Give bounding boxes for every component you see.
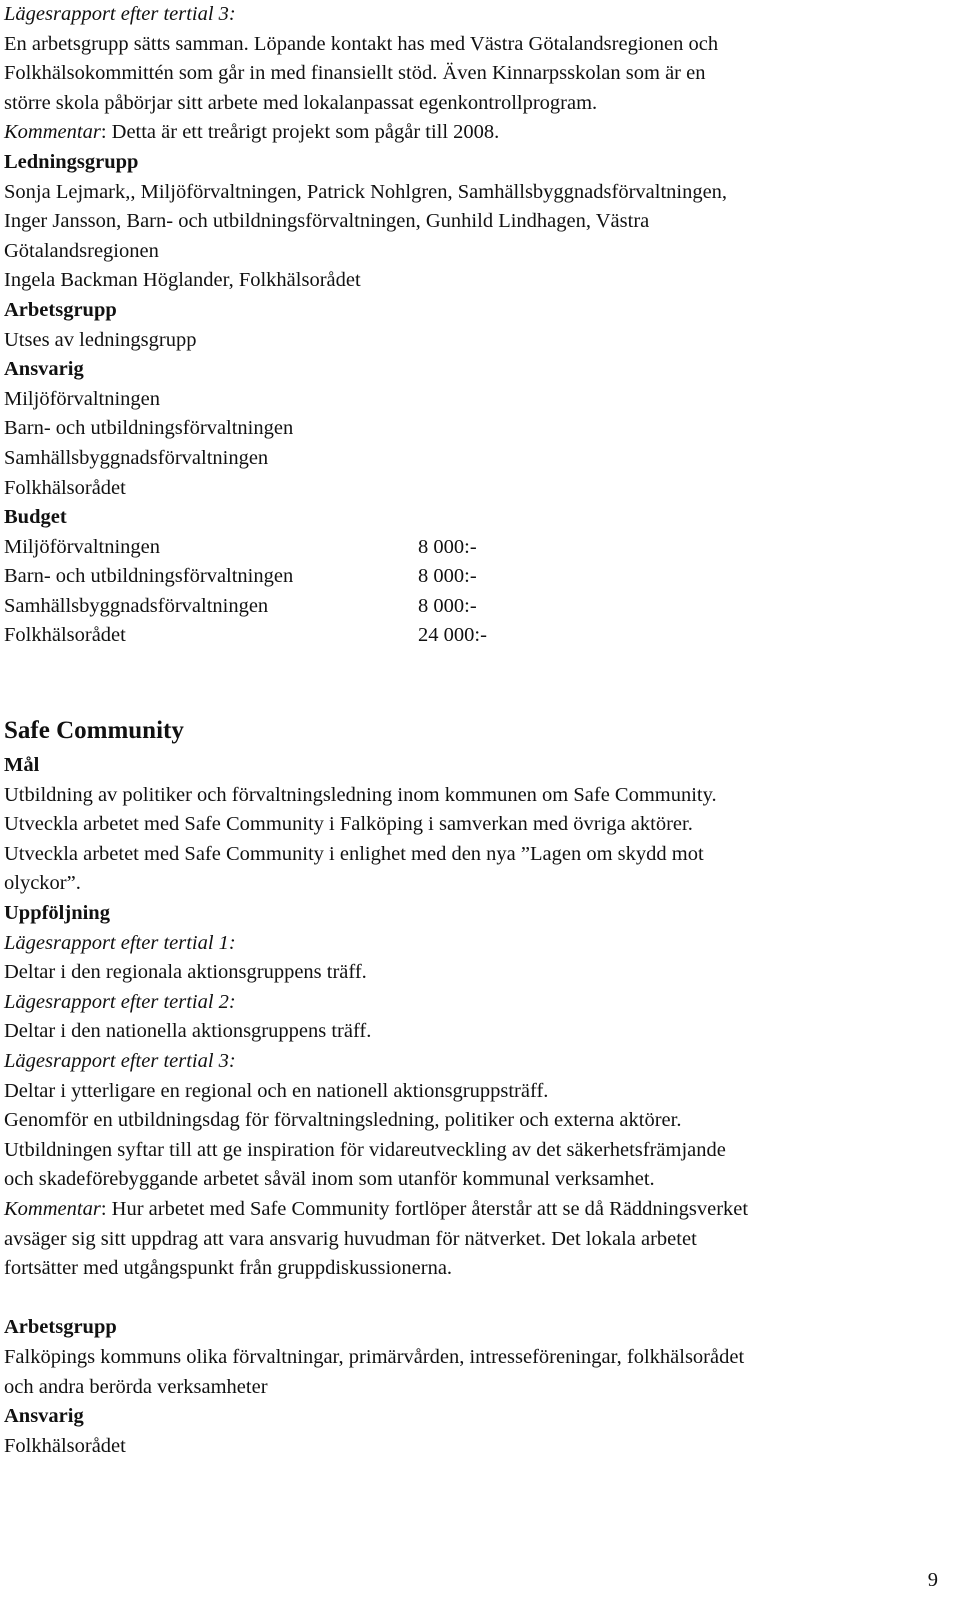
comment-line: avsäger sig sitt uppdrag att vara ansvarig huvudman för nätverket. Det lokala arbetet (4, 1227, 697, 1250)
page-number: 9 (927, 1569, 938, 1591)
report3-line: En arbetsgrupp sätts samman. Löpande kontakt has med Västra Götalandsregionen och (4, 32, 719, 55)
ansvarig-heading: Ansvarig (4, 358, 84, 381)
budget-item-name: Barn- och utbildningsförvaltningen (4, 565, 294, 588)
comment-line (4, 1195, 944, 1225)
ledningsgrupp-line: Inger Jansson, Barn- och utbildningsförvaltningen, Gunhild Lindhagen, Västra (4, 210, 650, 233)
report1-text: Deltar i den regionala aktionsgruppens träff. (4, 961, 367, 984)
budget-item-amount: 8 000:- (418, 594, 477, 617)
arbetsgrupp-heading: Arbetsgrupp (4, 298, 117, 321)
ansvarig-heading: Ansvarig (4, 1405, 84, 1428)
goal-line: olyckor”. (4, 872, 81, 895)
budget-row (4, 533, 944, 563)
ansvarig-line: Folkhälsorådet (4, 476, 126, 499)
ansvarig-line: Miljöförvaltningen (4, 387, 161, 410)
budget-item-name: Folkhälsorådet (4, 624, 126, 647)
report3-line: Folkhälsokommittén som går in med finansiellt stöd. Även Kinnarpsskolan som är en (4, 62, 706, 85)
ansvarig-line: Samhällsbyggnadsförvaltningen (4, 446, 269, 469)
ansvarig-line: Barn- och utbildningsförvaltningen (4, 417, 294, 440)
report3-label: Lägesrapport efter tertial 3: (4, 1050, 236, 1072)
ledningsgrupp-heading: Ledningsgrupp (4, 150, 139, 173)
report3-line: Genomför en utbildningsdag för förvaltningsledning, politiker och externa aktörer. (4, 1109, 682, 1132)
comment-label: Kommentar (4, 1197, 101, 1220)
ledningsgrupp-line: Sonja Lejmark,, Miljöförvaltningen, Patrick Nohlgren, Samhällsbyggnadsförvaltningen, (4, 180, 728, 203)
budget-item-amount: 24 000:- (418, 624, 487, 647)
report2-label: Lägesrapport efter tertial 2: (4, 990, 236, 1013)
comment-line (4, 118, 944, 148)
report3-label: Lägesrapport efter tertial 3: (4, 3, 236, 25)
report2-text: Deltar i den nationella aktionsgruppens träff. (4, 1020, 372, 1043)
budget-item-name: Miljöförvaltningen (4, 535, 161, 558)
ansvarig-line: Folkhälsorådet (4, 1434, 126, 1457)
ledningsgrupp-line: Götalandsregionen (4, 239, 159, 262)
budget-row (4, 592, 944, 622)
budget-heading: Budget (4, 506, 67, 529)
report3-line: Deltar i ytterligare en regional och en nationell aktionsgruppsträff. (4, 1079, 549, 1102)
comment-text: : Hur arbetet med Safe Community fortlöper återstår att se då Räddningsverket (100, 1197, 749, 1220)
goal-line: Utveckla arbetet med Safe Community i Falköping i samverkan med övriga aktörer. (4, 813, 693, 836)
report3-line: och skadeförebyggande arbetet såväl inom som utanför kommunal verksamhet. (4, 1168, 655, 1191)
comment-line: fortsätter med utgångspunkt från gruppdiskussionerna. (4, 1257, 453, 1280)
budget-row (4, 562, 944, 592)
goal-heading: Mål (4, 754, 40, 777)
budget-row (4, 621, 944, 651)
arbetsgrupp-heading: Arbetsgrupp (4, 1316, 117, 1339)
arbetsgrupp-line: och andra berörda verksamheter (4, 1375, 268, 1398)
document-page (4, 0, 944, 1461)
arbetsgrupp-line: Falköpings kommuns olika förvaltningar, primärvården, intresseföreningar, folkhälsorådet (4, 1345, 745, 1368)
budget-item-amount: 8 000:- (418, 535, 477, 558)
comment-label: Kommentar (4, 121, 101, 144)
followup-heading: Uppföljning (4, 902, 110, 925)
ledningsgrupp-line: Ingela Backman Höglander, Folkhälsorådet (4, 269, 361, 292)
budget-item-name: Samhällsbyggnadsförvaltningen (4, 594, 269, 617)
report3-line: Utbildningen syftar till att ge inspiration för vidareutveckling av det säkerhetsfrämjande (4, 1138, 726, 1161)
report1-label: Lägesrapport efter tertial 1: (4, 931, 236, 954)
budget-item-amount: 8 000:- (418, 565, 477, 588)
goal-line: Utbildning av politiker och förvaltningsledning inom kommunen om Safe Community. (4, 783, 717, 806)
report3-line: större skola påbörjar sitt arbete med lokalanpassat egenkontrollprogram. (4, 91, 598, 114)
arbetsgrupp-line: Utses av ledningsgrupp (4, 328, 197, 351)
goal-line: Utveckla arbetet med Safe Community i enlighet med den nya ”Lagen om skydd mot (4, 842, 704, 865)
section-title: Safe Community (4, 717, 184, 745)
comment-text: : Detta är ett treårigt projekt som pågår till 2008. (100, 121, 500, 144)
